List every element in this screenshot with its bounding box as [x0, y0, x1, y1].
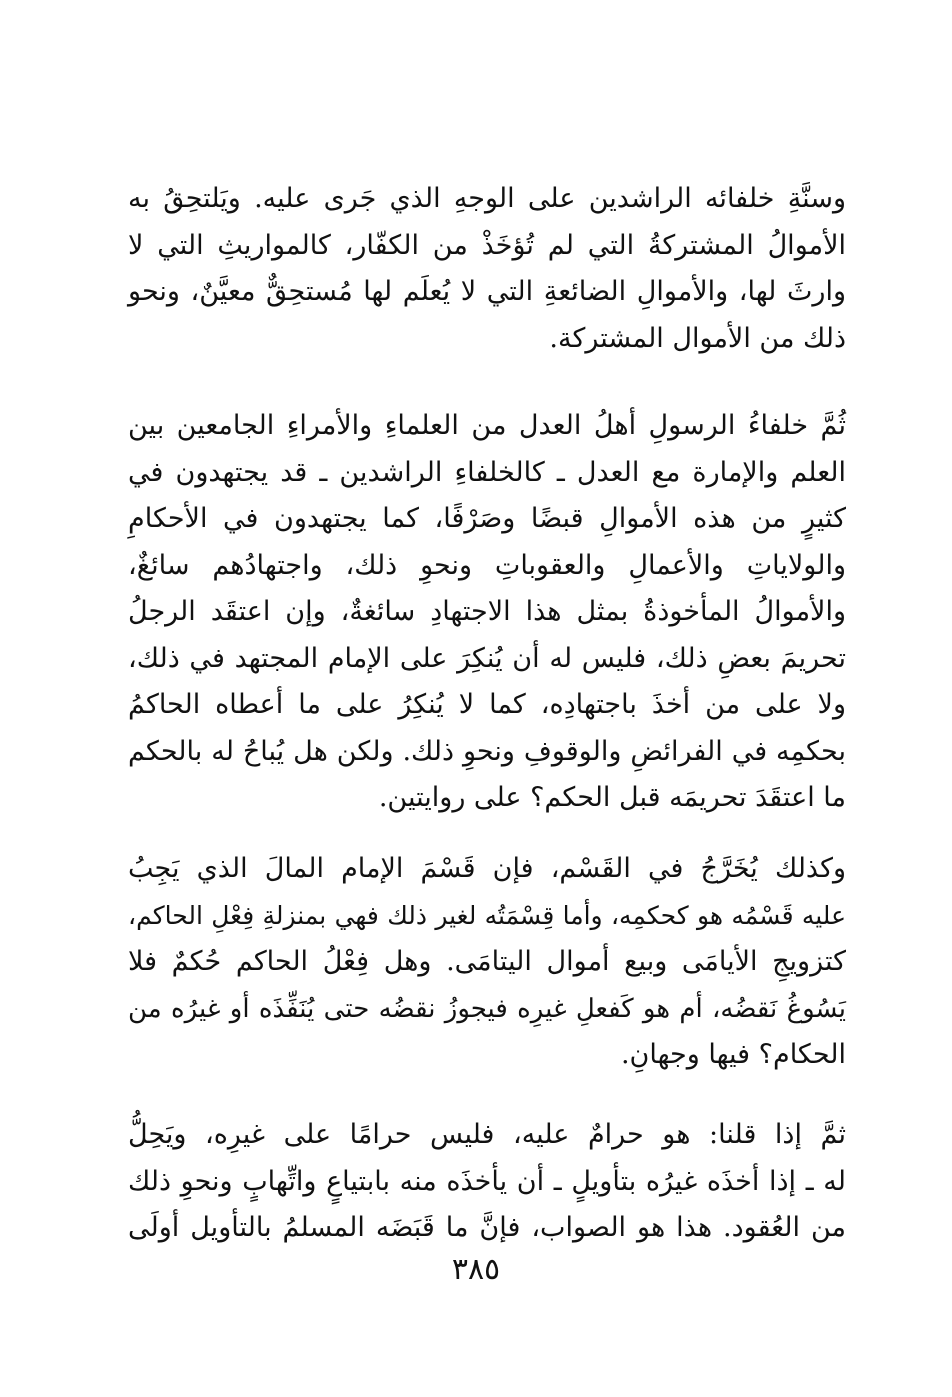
- paragraph-line: ما اعتقَدَ تحريمَه قبل الحكم؟ على روايتين.: [378, 782, 846, 813]
- paragraph-line: يَسُوغُ نَقضُه، أم هو كَفعلِ غيرِه فيجوزُ نقضُه حتى يُنَفِّذَه أو غيرُه من: [128, 993, 846, 1024]
- paragraph-line: ذلك من الأموال المشتركة.: [549, 322, 846, 354]
- paragraph-line: عليه قَسْمُه هو كحكمِه، وأما قِسْمَتُه لغير ذلك فهي بمنزلةِ فِعْلِ الحاكم،: [128, 900, 846, 930]
- paragraph-4: [128, 1112, 846, 1252]
- paragraph-line: الأموالُ المشتركةُ التي لم تُؤخَذْ من الكفّار، كالمواريثِ التي لا: [128, 229, 846, 261]
- paragraph-line: بحكمِه في الفرائضِ والوقوفِ ونحوِ ذلك. ولكن هل يُباحُ له بالحكم: [128, 735, 846, 767]
- paragraph-line: ثمَّ إذا قلنا: هو حرامٌ عليه، فليس حرامًا على غيرِه، ويَحِلُّ: [128, 1119, 846, 1150]
- paragraph-line: له ـ إذا أخذَه غيرُه بتأويلٍ ـ أن يأخذَه منه بابتياعٍ واتِّهابٍ ونحوِ ذلك: [128, 1165, 846, 1197]
- paragraph-line: من العُقود. هذا هو الصواب، فإنَّ ما قَبَضَه المسلمُ بالتأويل أولَى: [128, 1212, 846, 1243]
- page-number: ٣٨٥: [451, 1252, 501, 1287]
- paragraph-line: كتزويجِ الأيامَى وبيع أموال اليتامَى. وهل فِعْلُ الحاكم حُكمٌ فلا: [128, 946, 846, 977]
- paragraph-line: ولا على من أخذَ باجتهادِه، كما لا يُنكِرُ على ما أعطاه الحاكمُ: [128, 689, 846, 720]
- paragraph-line: وارثَ لها، والأموالِ الضائعةِ التي لا يُعلَم لها مُستحِقٌّ معيَّنٌ، ونحو: [128, 276, 846, 307]
- paragraph-line: والولاياتِ والأعمالِ والعقوباتِ ونحوِ ذلك، واجتهادُهم سائغٌ،: [128, 549, 846, 581]
- paragraph-line: العلم والإمارة مع العدل ـ كالخلفاءِ الراشدين ـ قد يجتهدون في: [128, 456, 846, 488]
- paragraph-2: [128, 403, 846, 822]
- paragraph-line: ثُمَّ خلفاءُ الرسولِ أهلُ العدل من العلماءِ والأمراءِ الجامعين بين: [128, 410, 846, 441]
- paragraph-3: [128, 846, 846, 1079]
- paragraph-line: تحريمَ بعضِ ذلك، فليس له أن يُنكِرَ على الإمام المجتهد في ذلك،: [128, 642, 846, 674]
- paragraph-line: الحكام؟ فيها وجهانِ.: [620, 1039, 846, 1070]
- paragraph-line: كثيرٍ من هذه الأموالِ قبضًا وصَرْفًا، كما يجتهدون في الأحكامِ: [128, 503, 846, 534]
- paragraph-line: وسنَّةِ خلفائه الراشدين على الوجهِ الذي جَرى عليه. ويَلتحِقُ به: [128, 183, 846, 214]
- paragraph-1: [128, 176, 846, 362]
- paragraph-line: وكذلك يُخَرَّجُ في القَسْم، فإن قَسْمَ الإمام المالَ الذي يَجِبُ: [128, 853, 846, 884]
- paragraph-line: والأموالُ المأخوذةُ بمثل هذا الاجتهادِ سائغةٌ، وإن اعتقَد الرجلُ: [128, 596, 846, 627]
